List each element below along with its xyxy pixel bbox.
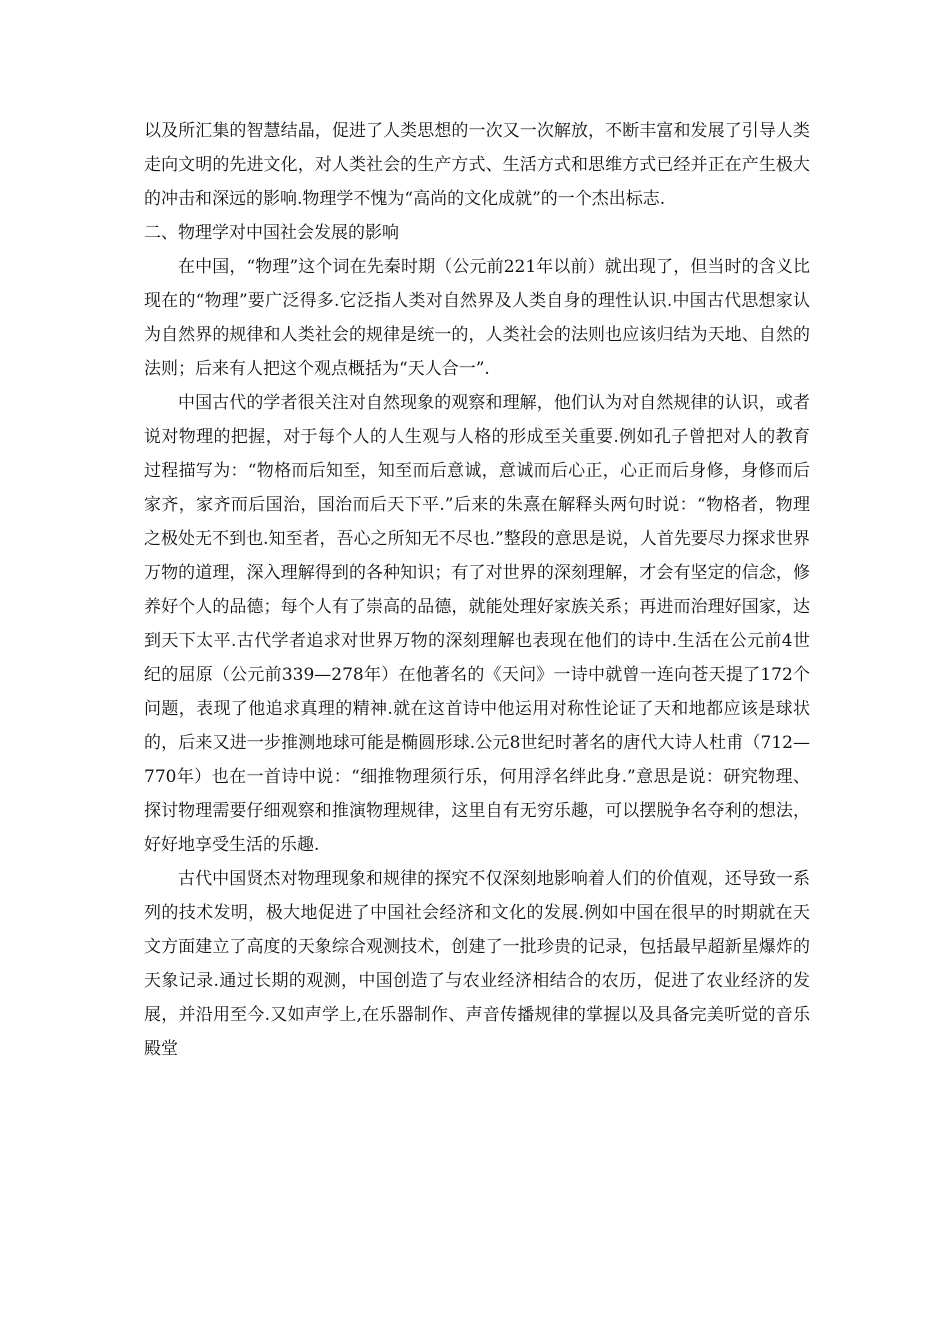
document-page [144,114,810,1066]
paragraph: 在中国，“物理”这个词在先秦时期（公元前221年以前）就出现了，但当时的含义比现在的“物理”要广泛得多.它泛指人类对自然界及人类自身的理性认识.中国古代思想家认为自然界的规律和人类社会的规律是统一的，人类社会的法则也应该归结为天地、自然的法则；后来有人把这个观点概括为“天人合一”. [144,257,810,379]
paragraph-continued: 以及所汇集的智慧结晶，促进了人类思想的一次又一次解放，不断丰富和发展了引导人类走向文明的先进文化，对人类社会的生产方式、生活方式和思维方式已经并正在产生极大的冲击和深远的影响.物理学不愧为“高尚的文化成就”的一个杰出标志. [144,121,810,209]
section-heading: 二、物理学对中国社会发展的影响 [144,223,399,243]
paragraph: 中国古代的学者很关注对自然现象的观察和理解，他们认为对自然规律的认识，或者说对物理的把握，对于每个人的人生观与人格的形成至关重要.例如孔子曾把对人的教育过程描写为：“物格而后知至，知至而后意诚，意诚而后心正，心正而后身修，身修而后家齐，家齐而后国治，国治而后天下平.”后来的朱熹在解释头两句时说：“物格者，物理之极处无不到也.知至者，吾心之所知无不尽也.”整段的意思是说，人首先要尽力探求世界万物的道理，深入理解得到的各种知识；有了对世界的深刻理解，才会有坚定的信念，修养好个人的品德；每个人有了崇高的品德，就能处理好家族关系；再进而治理好国家，达到天下太平.古代学者追求对世界万物的深刻理解也表现在他们的诗中.生活在公元前4世纪的屈原（公元前339—278年）在他著名的《天问》一诗中就曾一连向苍天提了172个问题，表现了他追求真理的精神.就在这首诗中他运用对称性论证了天和地都应该是球状的，后来又进一步推测地球可能是椭圆形球.公元8世纪时著名的唐代大诗人杜甫（712—770年）也在一首诗中说：“细推物理须行乐，何用浮名绊此身.”意思是说：研究物理、探讨物理需要仔细观察和推演物理规律，这里自有无穷乐趣，可以摆脱争名夺利的想法，好好地享受生活的乐趣. [144,393,810,855]
paragraph: 古代中国贤杰对物理现象和规律的探究不仅深刻地影响着人们的价值观，还导致一系列的技术发明，极大地促进了中国社会经济和文化的发展.例如中国在很早的时期就在天文方面建立了高度的天象综合观测技术，创建了一批珍贵的记录，包括最早超新星爆炸的天象记录.通过长期的观测，中国创造了与农业经济相结合的农历，促进了农业经济的发展，并沿用至今.又如声学上,在乐器制作、声音传播规律的掌握以及具备完美听觉的音乐殿堂 [144,869,810,1059]
